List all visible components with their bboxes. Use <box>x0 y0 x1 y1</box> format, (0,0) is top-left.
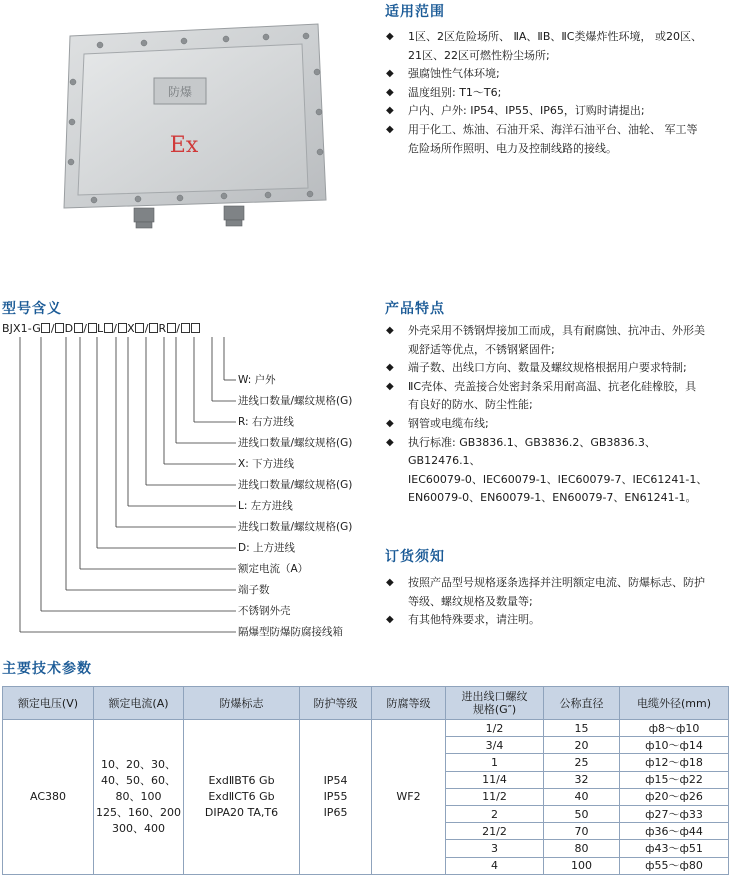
diamond-bullet-icon: ◆ <box>386 123 394 135</box>
model-code-blank-box <box>167 323 176 333</box>
diamond-bullet-icon: ◆ <box>386 614 394 626</box>
cell-cable: ф8～ф10 <box>620 720 729 737</box>
cell-diameter: 100 <box>544 857 620 874</box>
model-label: L: 左方进线 <box>238 500 293 512</box>
specs-title: 主要技术参数 <box>2 661 92 677</box>
model-label: 进线口数量/螺纹规格(G) <box>238 395 353 407</box>
features-item-line: ◆ 执行标准: GB3836.1、GB3836.2、GB3836.3、GB12476.1、 <box>386 435 656 468</box>
cell-cable: ф15～ф22 <box>620 771 729 788</box>
cell-diameter: 25 <box>544 754 620 771</box>
cell-thread: 3/4 <box>446 737 544 754</box>
model-code-part: / <box>113 322 118 335</box>
cell-cable: ф36～ф44 <box>620 823 729 840</box>
model-code-part: / <box>176 322 181 335</box>
diamond-bullet-icon: ◆ <box>386 31 394 42</box>
model-code-blank-box <box>135 323 144 333</box>
applicable-title: 适用范围 <box>385 4 445 20</box>
cell-diameter: 32 <box>544 771 620 788</box>
cell-thread: 21/2 <box>446 823 544 840</box>
model-label: 隔爆型防爆防腐接线箱 <box>238 626 343 638</box>
model-code-blank-box <box>191 323 200 333</box>
model-label: W: 户外 <box>238 374 276 386</box>
cell-corrosion: WF2 <box>372 720 446 875</box>
model-code-blank-box <box>88 323 97 333</box>
model-code-blank-box <box>118 323 127 333</box>
diamond-bullet-icon: ◆ <box>386 68 394 80</box>
specs-table <box>2 686 729 875</box>
cell-diameter: 15 <box>544 720 620 737</box>
features-item-line: 观舒适等优点，不锈钢紧固件; <box>408 342 555 356</box>
features-item-line: ◆ 端子数、出线口方向、数量及螺纹规格根据用户要求特制; <box>386 359 726 378</box>
cell-thread: 11/4 <box>446 771 544 788</box>
model-code-blank-box <box>149 323 158 333</box>
applicable-item-line: 危险场所作照明、电力及控制线路的接线。 <box>408 141 617 155</box>
ordering-item-line: 等级、螺纹规格及数量等; <box>408 594 533 608</box>
features-item-line: ◆ 外壳采用不锈钢焊接加工而成，具有耐腐蚀、抗冲击、外形美 <box>386 322 726 341</box>
applicable-item-line: ◆ 用于化工、炼油、石油开采、海洋石油平台、油轮、 军工等 <box>386 121 726 140</box>
diamond-bullet-icon: ◆ <box>386 417 394 429</box>
header-voltage: 额定电压(V) <box>3 687 94 720</box>
model-code-part: R <box>158 322 167 335</box>
plate-text: 防爆 <box>167 85 193 99</box>
cell-thread: 1/2 <box>446 720 544 737</box>
model-code <box>2 322 200 335</box>
applicable-list <box>386 28 726 158</box>
model-code-part: L <box>97 322 104 335</box>
cell-thread: 2 <box>446 805 544 822</box>
model-code-blank-box <box>41 323 50 333</box>
ordering-item-line: ◆ 按照产品型号规格逐条选择并注明额定电流、防爆标志、防护 <box>386 574 726 593</box>
model-label: 进线口数量/螺纹规格(G) <box>238 437 353 449</box>
cell-protection: IP54 IP55 IP65 <box>300 720 372 875</box>
model-code-part: / <box>50 322 55 335</box>
model-code-blank-box <box>55 323 64 333</box>
header-thread: 进出线口螺纹规格(G″) <box>446 687 544 720</box>
cell-diameter: 80 <box>544 840 620 857</box>
ordering-list <box>386 574 726 630</box>
cell-cable: ф55～ф80 <box>620 857 729 874</box>
header-explosion-mark: 防爆标志 <box>184 687 300 720</box>
cell-cable: ф43～ф51 <box>620 840 729 857</box>
diamond-bullet-icon: ◆ <box>386 577 394 588</box>
diamond-bullet-icon: ◆ <box>386 362 394 374</box>
model-code-part: / <box>144 322 149 335</box>
cell-thread: 1 <box>446 754 544 771</box>
cell-diameter: 20 <box>544 737 620 754</box>
model-label: 额定电流（A） <box>238 563 309 575</box>
model-label: 端子数 <box>238 584 270 596</box>
header-cable: 电缆外径(mm) <box>620 687 729 720</box>
model-label: R: 右方进线 <box>238 416 294 428</box>
applicable-item-line: 21区、22区可燃性粉尘场所; <box>408 48 550 62</box>
cell-cable: ф27～ф33 <box>620 805 729 822</box>
header-current: 额定电流(A) <box>94 687 184 720</box>
header-corrosion: 防腐等级 <box>372 687 446 720</box>
diamond-bullet-icon: ◆ <box>386 436 394 448</box>
specs-header-row <box>3 687 729 720</box>
model-label: 进线口数量/螺纹规格(G) <box>238 479 353 491</box>
features-item-line: IEC60079-0、IEC60079-1、IEC60079-7、IEC61241-1、 <box>408 472 708 486</box>
cell-current: 10、20、30、 40、50、60、 80、100 125、160、200 300、400 <box>94 720 184 875</box>
model-label: D: 上方进线 <box>238 542 295 554</box>
model-label: 进线口数量/螺纹规格(G) <box>238 521 353 533</box>
applicable-item-line: ◆ 1区、2区危险场所、 ⅡA、ⅡB、ⅡC类爆炸性环境， 或20区、 <box>386 28 726 47</box>
cell-cable: ф20～ф26 <box>620 788 729 805</box>
header-protection: 防护等级 <box>300 687 372 720</box>
applicable-item-line: ◆ 温度组别: T1～T6; <box>386 84 726 103</box>
model-code-blank-box <box>181 323 190 333</box>
cell-voltage: AC380 <box>3 720 94 875</box>
applicable-item-line: ◆ 强腐蚀性气体环境; <box>386 65 726 84</box>
cell-explosion-mark: ExdⅡBT6 Gb ExdⅡCT6 Gb DIPA20 TA,T6 <box>184 720 300 875</box>
cell-cable: ф10～ф14 <box>620 737 729 754</box>
features-item-line: ◆ ⅡC壳体、壳盖接合处密封条采用耐高温、抗老化硅橡胶，具 <box>386 378 726 397</box>
diamond-bullet-icon: ◆ <box>386 380 394 392</box>
ex-marking: Ex <box>169 133 199 158</box>
model-code-blank-box <box>104 323 113 333</box>
diamond-bullet-icon: ◆ <box>386 105 394 117</box>
ordering-title: 订货须知 <box>385 549 445 565</box>
model-code-part: / <box>83 322 88 335</box>
features-item-line: EN60079-0、EN60079-1、EN60079-7、EN61241-1。 <box>408 491 697 505</box>
cell-thread: 3 <box>446 840 544 857</box>
cell-thread: 4 <box>446 857 544 874</box>
model-code-part: X <box>127 322 135 335</box>
model-code-blank-box <box>74 323 83 333</box>
features-list <box>386 322 726 508</box>
cell-diameter: 70 <box>544 823 620 840</box>
cell-diameter: 40 <box>544 788 620 805</box>
model-code-part: D <box>64 322 74 335</box>
table-row <box>3 720 729 737</box>
ordering-item-line: ◆ 有其他特殊要求，请注明。 <box>386 611 726 630</box>
model-label: 不锈钢外壳 <box>238 605 291 617</box>
cell-thread: 11/2 <box>446 788 544 805</box>
product-photo <box>56 12 336 237</box>
diamond-bullet-icon: ◆ <box>386 86 394 98</box>
cell-cable: ф12～ф18 <box>620 754 729 771</box>
features-item-line: 有良好的防水、防尘性能; <box>408 398 533 412</box>
cell-diameter: 50 <box>544 805 620 822</box>
model-label: X: 下方进线 <box>238 458 295 470</box>
model-title: 型号含义 <box>2 301 62 317</box>
diamond-bullet-icon: ◆ <box>386 325 394 336</box>
header-diameter: 公称直径 <box>544 687 620 720</box>
features-title: 产品特点 <box>385 301 445 317</box>
features-item-line: ◆ 钢管或电缆布线; <box>386 415 726 434</box>
model-code-part: BJX1-G <box>2 322 41 335</box>
applicable-item-line: ◆ 户内、户外: IP54、IP55、IP65，订购时请提出; <box>386 102 726 121</box>
